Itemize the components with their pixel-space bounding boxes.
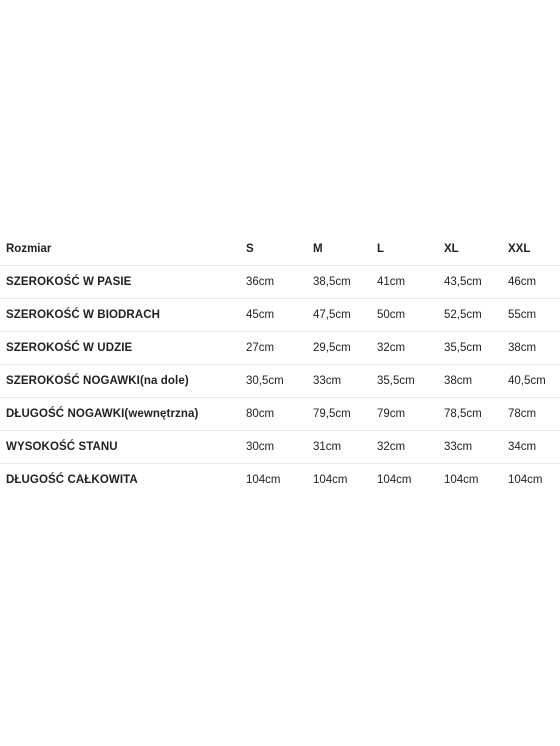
table-cell: 34cm (502, 431, 560, 464)
table-cell: 32cm (371, 431, 438, 464)
table-cell: 79,5cm (307, 398, 371, 431)
row-label: WYSOKOŚĆ STANU (0, 431, 240, 464)
table-row (0, 266, 560, 299)
table-cell: 33cm (307, 365, 371, 398)
table-row (0, 332, 560, 365)
row-label: DŁUGOŚĆ CAŁKOWITA (0, 464, 240, 497)
table-cell: 104cm (502, 464, 560, 497)
table-cell: 38cm (438, 365, 502, 398)
table-cell: 33cm (438, 431, 502, 464)
table-cell: 104cm (438, 464, 502, 497)
table-cell: 36cm (240, 266, 307, 299)
table-cell: 46cm (502, 266, 560, 299)
header-size-m: M (313, 243, 323, 255)
table-row (0, 431, 560, 464)
header-size-label: Rozmiar (6, 243, 52, 255)
table-header-row (0, 233, 560, 266)
table-cell: 55cm (502, 299, 560, 332)
table-cell: 41cm (371, 266, 438, 299)
header-size-xxl: XXL (508, 243, 531, 255)
table-cell: 38cm (502, 332, 560, 365)
table-cell: 104cm (307, 464, 371, 497)
table-cell: 40,5cm (502, 365, 560, 398)
table-cell: 30cm (240, 431, 307, 464)
table-cell: 29,5cm (307, 332, 371, 365)
table-row (0, 398, 560, 431)
table-cell: 43,5cm (438, 266, 502, 299)
row-label: SZEROKOŚĆ NOGAWKI(na dole) (0, 365, 240, 398)
row-label: DŁUGOŚĆ NOGAWKI(wewnętrzna) (0, 398, 240, 431)
row-label: SZEROKOŚĆ W BIODRACH (0, 299, 240, 332)
table-cell: 47,5cm (307, 299, 371, 332)
table-row (0, 365, 560, 398)
table-cell: 35,5cm (371, 365, 438, 398)
header-size-xl: XL (444, 243, 459, 255)
table-cell: 27cm (240, 332, 307, 365)
table-row (0, 464, 560, 497)
table-cell: 52,5cm (438, 299, 502, 332)
table-cell: 30,5cm (240, 365, 307, 398)
table-cell: 32cm (371, 332, 438, 365)
table-cell: 80cm (240, 398, 307, 431)
table-cell: 50cm (371, 299, 438, 332)
table-cell: 35,5cm (438, 332, 502, 365)
header-size-s: S (246, 243, 254, 255)
table-cell: 79cm (371, 398, 438, 431)
table-cell: 45cm (240, 299, 307, 332)
table-cell: 31cm (307, 431, 371, 464)
table-cell: 38,5cm (307, 266, 371, 299)
table-row (0, 299, 560, 332)
table-cell: 104cm (371, 464, 438, 497)
header-size-l: L (377, 243, 385, 255)
size-chart-table (0, 233, 560, 496)
row-label: SZEROKOŚĆ W PASIE (0, 266, 240, 299)
table-cell: 78cm (502, 398, 560, 431)
table-cell: 104cm (240, 464, 307, 497)
row-label: SZEROKOŚĆ W UDZIE (0, 332, 240, 365)
table-cell: 78,5cm (438, 398, 502, 431)
